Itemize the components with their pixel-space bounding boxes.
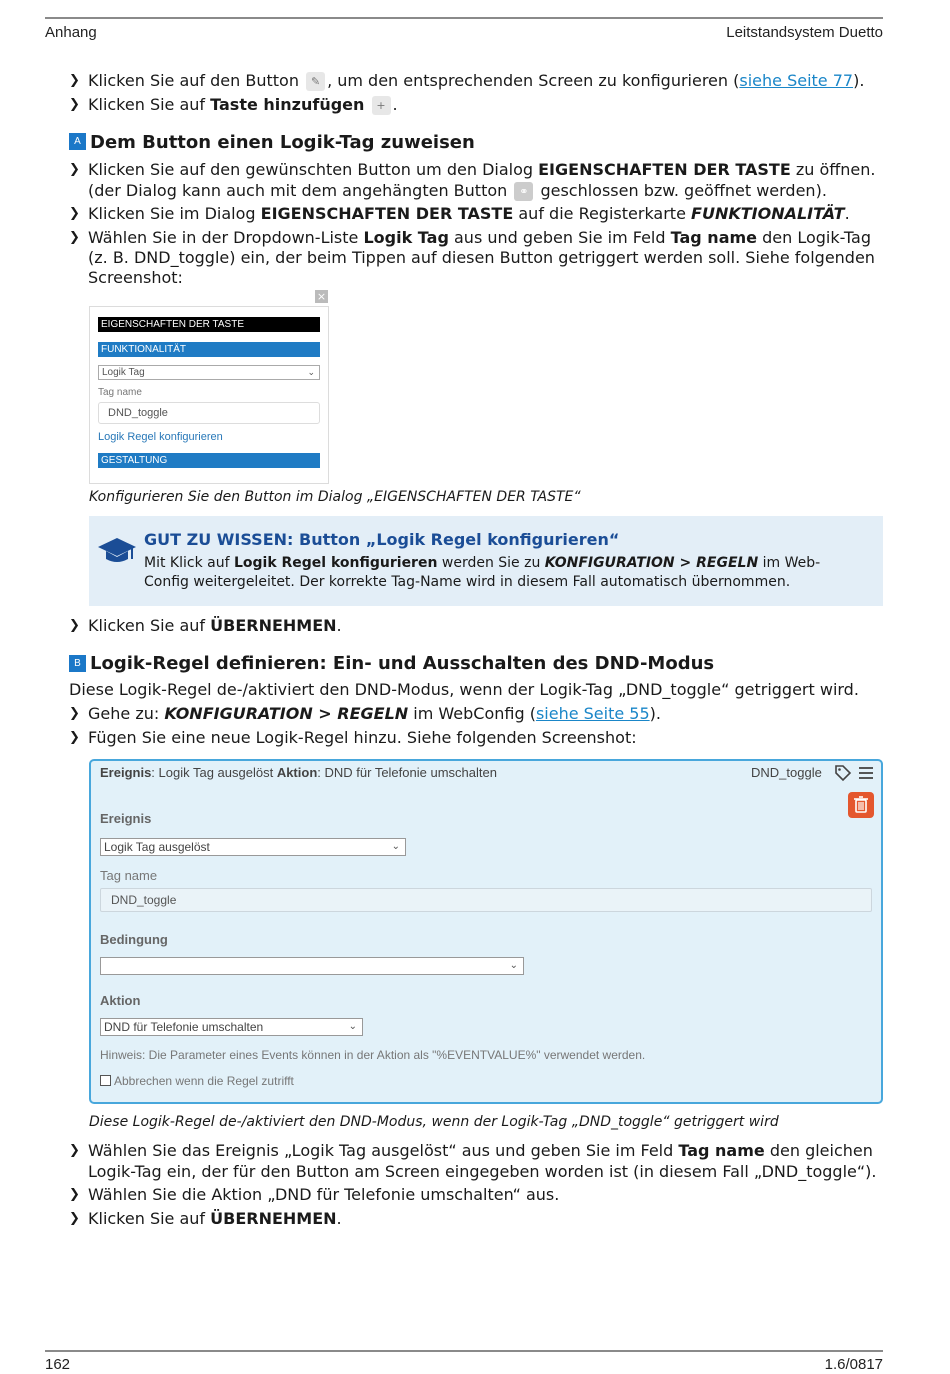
section-a-bullet-3-line-1: Wählen Sie in der Dropdown-Liste Logik Tag aus und geben Sie im Feld Tag name den Logik-Tag xyxy=(88,228,872,247)
chevron-down-icon: ⌄ xyxy=(348,1021,357,1032)
graduation-cap-icon xyxy=(97,536,137,566)
section-a-bullet-3-line-2: (z. B. DND_toggle) ein, der beim Tippen auf diesen Button getriggert werden soll. Siehe folgenden xyxy=(88,248,875,267)
tab-gestaltung[interactable]: GESTALTUNG xyxy=(98,453,320,468)
final-bullet-1-line-2: Logik-Tag ein, der für den Button am Screen eingegeben worden ist (in diesem Fall „DND_toggle“). xyxy=(88,1162,877,1181)
section-a-bullet-2: Klicken Sie im Dialog EIGENSCHAFTEN DER TASTE auf die Registerkarte FUNKTIONALITÄT. xyxy=(88,204,850,223)
bedingung-label: Bedingung xyxy=(100,932,168,947)
final-bullet-2: Wählen Sie die Aktion „DND für Telefonie umschalten“ aus. xyxy=(88,1185,560,1204)
final-bullet-1-line-1: Wählen Sie das Ereignis „Logik Tag ausgelöst“ aus und geben Sie im Feld Tag name den gleichen xyxy=(88,1141,873,1160)
intro-bullet-1: Klicken Sie auf den Button ✎ , um den entsprechenden Screen zu konfigurieren (siehe Seite 77). xyxy=(88,71,865,90)
info-box xyxy=(89,516,883,606)
section-a-badge: A xyxy=(69,133,86,150)
plus-icon: + xyxy=(372,96,391,115)
page-number: 162 xyxy=(45,1356,71,1373)
hint-text: Hinweis: Die Parameter eines Events können in der Aktion als "%EVENTVALUE%" verwendet werden. xyxy=(100,1048,646,1062)
tag-name-input[interactable]: DND_toggle xyxy=(98,402,320,424)
link-icon: ⚭ xyxy=(514,182,533,201)
bullet-marker: ❯ xyxy=(69,206,80,221)
bullet-marker: ❯ xyxy=(69,1143,80,1158)
section-b-bullet-2: Fügen Sie eine neue Logik-Regel hinzu. Siehe folgenden Screenshot: xyxy=(88,728,637,747)
info-line-1: Mit Klick auf Logik Regel konfigurieren werden Sie zu KONFIGURATION > REGELN im Web- xyxy=(144,555,821,571)
caption-rule: Diese Logik-Regel de-/aktiviert den DND-Modus, wenn der Logik-Tag „DND_toggle“ getriggert wird xyxy=(89,1114,779,1130)
section-a-bullet-1-line-2: (der Dialog kann auch mit dem angehängten Button ⚭ geschlossen bzw. geöffnet werden). xyxy=(88,181,827,200)
final-bullet-3: Klicken Sie auf ÜBERNEHMEN. xyxy=(88,1209,342,1228)
header-right: Leitstandsystem Duetto xyxy=(726,24,883,41)
chevron-down-icon: ⌄ xyxy=(307,367,315,377)
footer-rule xyxy=(45,1350,883,1352)
bullet-marker: ❯ xyxy=(69,1211,80,1226)
rule-summary: Ereignis: Logik Tag ausgelöst Aktion: DND für Telefonie umschalten xyxy=(100,765,497,780)
aktion-label: Aktion xyxy=(100,993,141,1008)
section-a-bullet-3-line-3: Screenshot: xyxy=(88,268,183,287)
bullet-marker: ❯ xyxy=(69,162,80,177)
intro-bullet-2: Klicken Sie auf Taste hinzufügen + . xyxy=(88,95,398,114)
section-a-title: Dem Button einen Logik-Tag zuweisen xyxy=(90,132,475,153)
logic-rule-panel xyxy=(89,759,883,1104)
close-icon[interactable]: × xyxy=(316,290,327,303)
bullet-marker: ❯ xyxy=(69,97,80,112)
pencil-icon: ✎ xyxy=(306,72,325,91)
trash-icon xyxy=(848,792,874,818)
info-title: GUT ZU WISSEN: Button „Logik Regel konfigurieren“ xyxy=(144,530,620,549)
apply-step-1: Klicken Sie auf ÜBERNEHMEN. xyxy=(88,616,342,635)
info-line-2: Config weitergeleitet. Der korrekte Tag-Name wird in diesem Fall automatisch übernommen. xyxy=(144,574,791,590)
tag-name-label: Tag name xyxy=(98,387,142,398)
link-page-55[interactable]: siehe Seite 55 xyxy=(535,704,650,723)
section-b-badge: B xyxy=(69,655,86,672)
version: 1.6/0817 xyxy=(824,1356,883,1373)
bullet-marker: ❯ xyxy=(69,618,80,633)
logik-tag-select[interactable]: Logik Tag ⌄ xyxy=(98,365,320,380)
bullet-marker: ❯ xyxy=(69,73,80,88)
section-b-intro: Diese Logik-Regel de-/aktiviert den DND-Modus, wenn der Logik-Tag „DND_toggle“ getriggert wird. xyxy=(69,680,859,699)
tab-funktionalitaet[interactable]: FUNKTIONALITÄT xyxy=(98,342,320,357)
bullet-marker: ❯ xyxy=(69,730,80,745)
delete-rule-button[interactable] xyxy=(848,792,874,818)
checkbox[interactable] xyxy=(100,1075,111,1086)
tag-name-label: Tag name xyxy=(100,868,158,883)
bullet-marker: ❯ xyxy=(69,1187,80,1202)
rule-tag-display: DND_toggle xyxy=(751,765,822,780)
abort-checkbox-row[interactable]: Abbrechen wenn die Regel zutrifft xyxy=(100,1074,294,1088)
chevron-down-icon: ⌄ xyxy=(391,841,400,852)
section-a-bullet-1-line-1: Klicken Sie auf den gewünschten Button um den Dialog EIGENSCHAFTEN DER TASTE zu öffnen. xyxy=(88,160,876,179)
section-b-bullet-1: Gehe zu: KONFIGURATION > REGELN im WebConfig (siehe Seite 55). xyxy=(88,704,661,723)
logik-regel-konfigurieren-link[interactable]: Logik Regel konfigurieren xyxy=(98,431,223,443)
aktion-select[interactable]: DND für Telefonie umschalten ⌄ xyxy=(100,1018,363,1036)
ereignis-select[interactable]: Logik Tag ausgelöst ⌄ xyxy=(100,838,406,856)
bullet-marker: ❯ xyxy=(69,706,80,721)
tag-name-input[interactable]: DND_toggle xyxy=(100,888,872,912)
header-rule xyxy=(45,17,883,19)
caption-dialog: Konfigurieren Sie den Button im Dialog „EIGENSCHAFTEN DER TASTE“ xyxy=(89,489,581,505)
section-b-title: Logik-Regel definieren: Ein- und Ausschalten des DND-Modus xyxy=(90,653,715,674)
dialog-header: EIGENSCHAFTEN DER TASTE xyxy=(98,317,320,332)
menu-icon[interactable] xyxy=(858,765,874,781)
bullet-marker: ❯ xyxy=(69,230,80,245)
bedingung-select[interactable] xyxy=(100,957,524,975)
button-properties-dialog xyxy=(89,306,329,484)
link-page-77[interactable]: siehe Seite 77 xyxy=(739,71,854,90)
header-left: Anhang xyxy=(45,24,97,41)
chevron-down-icon: ⌄ xyxy=(509,960,518,971)
ereignis-label: Ereignis xyxy=(100,811,152,826)
tag-icon[interactable] xyxy=(834,764,852,782)
